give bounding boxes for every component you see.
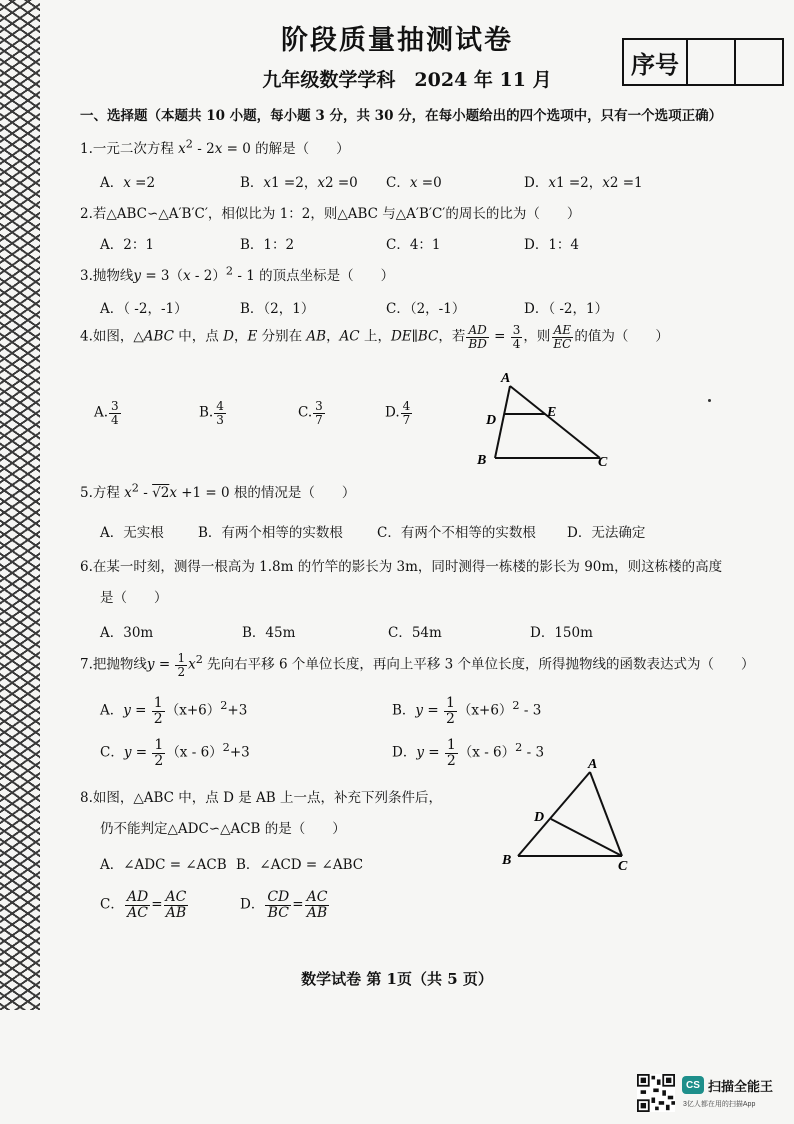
question-4-option-c: C. $\frac{3}{7}$ [298,399,323,427]
question-1-option-c: C．x =0 [386,175,442,191]
camscanner-logo-icon: CS [682,1076,704,1094]
question-8-stem-line-1: 8.如图，△ABC 中，点 D 是 AB 上一点，补充下列条件后， [80,790,442,806]
question-5-stem: 5.方程 $x^2 - √2x +1 = 0$ 根的情况是（ ） [80,481,356,501]
question-2-option-d: D．1：4 [524,237,580,253]
point-b-label: B [477,453,487,468]
question-4-triangle-figure [470,366,620,472]
question-6-option-d: D．150m [530,625,593,641]
question-6-stem-line-1: 6.在某一时刻，测得一根高为 1.8m 的竹竿的影长为 3m，同时测得一栋楼的影长为 90m，则这栋楼的高度 [80,559,723,575]
sequence-cell[interactable] [736,40,782,84]
point-d-label: D [534,810,545,825]
question-8-option-d: D． $\frac{CD}{BC}$ = $\frac{AC}{AB}$ [240,889,328,921]
page-footer: 数学试卷 第 1页（共 5 页） [301,970,493,988]
qr-code-icon [637,1074,675,1112]
question-3-option-b: B．（2，1） [240,301,315,317]
point-e-label: E [547,405,557,420]
question-5-option-a: A．无实根 [100,525,164,541]
point-a-label: A [501,371,511,386]
question-7-option-a: A．y = $\frac{1}{2}$ $(x+6)^2+3$ [100,695,248,727]
question-1-option-a: A．x =2 [100,175,156,191]
question-2-option-a: A．2：1 [100,237,154,253]
sequence-label: 序号 [624,40,688,84]
question-2-stem: 2.若△ABC∽△A′B′C′，相似比为 1：2，则△ABC 与△A′B′C′的周长的比为（ ） [80,206,581,222]
question-3-option-d: D．（ -2，1） [524,301,609,317]
segment-ab [518,772,590,856]
question-3-option-a: A．（ -2，-1） [100,301,188,317]
sequence-number-box [622,38,784,86]
segment-ac [590,772,622,856]
question-2-option-b: B．1：2 [240,237,295,253]
segment-dc [551,819,622,856]
question-3-stem: 3.抛物线y = 3（x - 2）$^2$ - 1 的顶点坐标是（ ） [80,264,395,284]
question-7-stem: 7.把抛物线y = $\frac{1}{2}$ $x^2$ 先向右平移 6 个单位长度，再向上平移 3 个单位长度，所得抛物线的函数表达式为（ ） [80,651,755,679]
segment-ab [495,386,510,458]
question-8-option-c: C． $\frac{AD}{AC}$ = $\frac{AC}{AB}$ [100,889,187,921]
question-1-option-b: B．x1 =2，x2 =0 [240,175,358,191]
question-4-stem: 4.如图，△ABC 中，点 D，E 分别在 AB，AC 上，DE∥BC，若 $\frac{AD}{BD}$ = $\frac{3}{4}$ ，则 $\frac{AE}{EC}$ 的值为（ ） [80,323,669,351]
section-heading: 一、选择题（本题共 10 小题，每小题 3 分，共 30 分，在每小题给出的四个选项中，只有一个选项正确） [80,108,723,124]
question-7-option-d: D．y = $\frac{1}{2}$ （x - 6）$^2$ - 3 [392,737,545,769]
segment-ac [510,386,600,458]
question-3-option-c: C．（2，-1） [386,301,466,317]
question-5-option-d: D．无法确定 [567,525,646,541]
question-6-option-b: B．45m [242,625,296,641]
page-title: 阶段质量抽测试卷 [281,25,513,56]
question-8-triangle-figure [498,754,643,874]
question-6-option-c: C．54m [388,625,442,641]
question-6-option-a: A．30m [100,625,154,641]
camscanner-name: 扫描全能王 [708,1079,774,1094]
point-d-label: D [486,413,497,428]
question-8-option-b: B．∠ACD = ∠ABC [236,857,364,873]
question-7-option-c: C．y = $\frac{1}{2}$ （x - 6）$^2$+3 [100,737,250,769]
point-b-label: B [502,853,512,868]
stray-dot [708,399,711,402]
point-a-label: A [588,757,598,772]
sequence-cell[interactable] [688,40,736,84]
point-c-label: C [618,859,628,874]
question-1-option-d: D．x1 =2，x2 =1 [524,175,643,191]
question-8-stem-line-2: 仍不能判定△ADC∽△ACB 的是（ ） [100,821,346,837]
question-5-option-c: C．有两个不相等的实数根 [377,525,536,541]
question-4-option-b: B. $\frac{4}{3}$ [199,399,224,427]
question-8-option-a: A．∠ADC = ∠ACB [100,857,227,873]
question-1-stem: 1.一元二次方程 $x^2 - 2x = 0$ 的解是（ ） [80,137,350,157]
question-7-option-b: B．y = $\frac{1}{2}$ $(x+6)^2 - 3$ [392,695,542,727]
question-5-option-b: B．有两个相等的实数根 [198,525,343,541]
camscanner-tagline: 3亿人都在用的扫描App [683,1101,756,1108]
binding-margin-pattern [0,0,40,1010]
question-4-option-d: D. $\frac{4}{7}$ [385,399,411,427]
question-6-stem-line-2: 是（ ） [100,590,168,606]
question-4-option-a: A. $\frac{3}{4}$ [94,399,119,427]
question-2-option-c: C．4：1 [386,237,441,253]
page-subtitle: 九年级数学学科 2024 年 11 月 [262,69,552,91]
point-c-label: C [598,455,608,470]
